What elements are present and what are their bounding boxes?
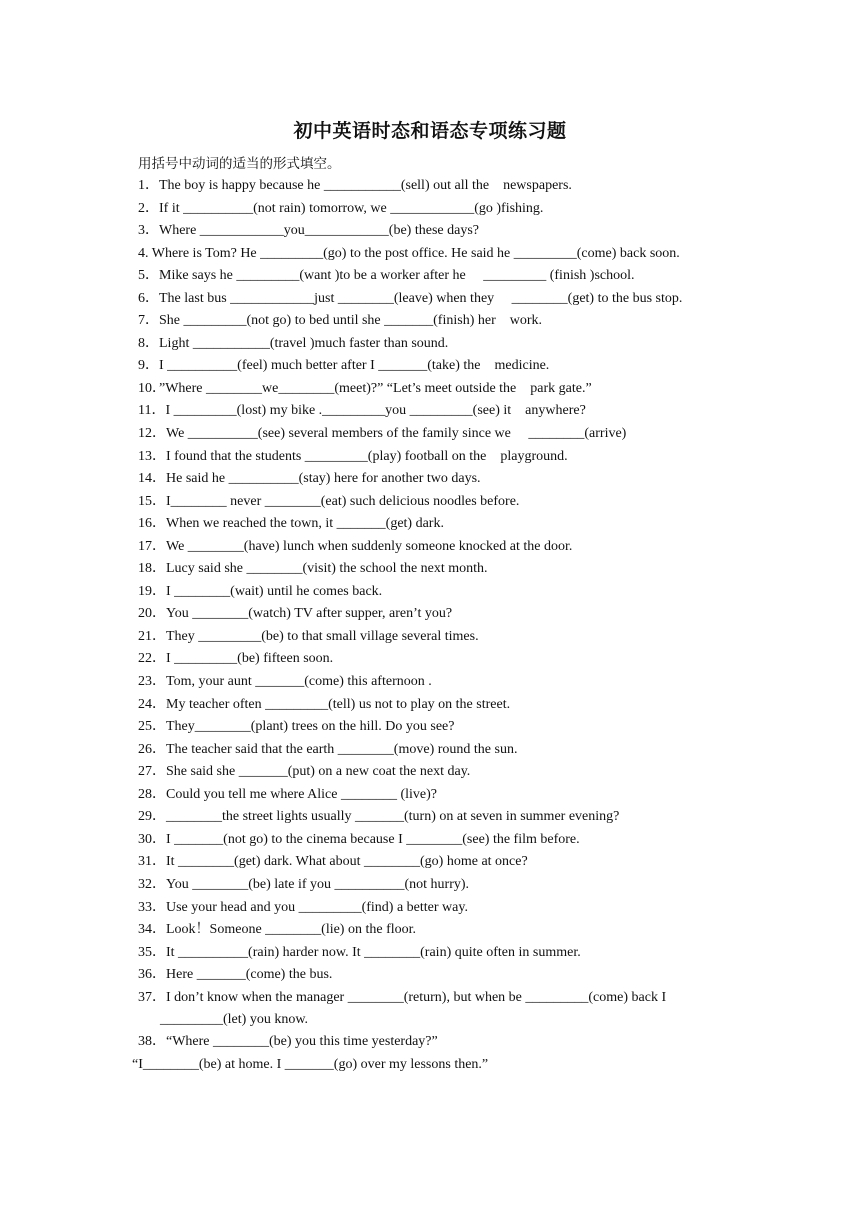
exercise-item: 11．I _________(lost) my bike ._________you _________(see) it anywhere? [138,403,586,419]
exercise-item: 24．My teacher often _________(tell) us not to play on the street. [138,696,511,712]
exercise-item: 35．It __________(rain) harder now. It ________(rain) quite often in summer. [138,944,581,960]
exercise-item: 20．You ________(watch) TV after supper, aren’t you? [138,606,453,622]
exercise-item: 36．Here _______(come) the bus. [138,967,333,983]
exercise-item: 14．He said he __________(stay) here for another two days. [138,471,481,487]
exercise-item: 12．We __________(see) several members of the family since we ________(arrive) [138,426,627,442]
exercise-item: 9．I __________(feel) much better after I _______(take) the medicine. [138,358,550,374]
exercise-item: 16．When we reached the town, it _______(get) dark. [138,516,444,532]
exercise-item: 34．Look！Someone ________(lie) on the floor. [138,922,417,938]
exercise-item: 23．Tom, your aunt _______(come) this afternoon . [138,674,432,690]
exercise-item: 19．I ________(wait) until he comes back. [138,583,383,599]
exercise-item: 31．It ________(get) dark. What about ________(go) home at once? [138,854,528,870]
exercise-item: 25．They________(plant) trees on the hill. Do you see? [138,719,455,735]
page-title: 初中英语时态和语态专项练习题 [293,120,567,142]
exercise-item: 6．The last bus ____________just ________(leave) when they ________(get) to the bus stop. [138,290,683,306]
exercise-item: 13．I found that the students _________(play) football on the playground. [138,448,568,464]
exercise-item: 27．She said she _______(put) on a new coat the next day. [138,764,471,780]
exercise-item: 30．I _______(not go) to the cinema because I ________(see) the film before. [138,831,580,847]
exercise-item: 15．I________ never ________(eat) such delicious noodles before. [138,493,520,509]
exercise-item: 38．“Where ________(be) you this time yesterday?” [138,1034,438,1050]
exercise-item: 18．Lucy said she ________(visit) the school the next month. [138,561,488,577]
exercise-item: 33．Use your head and you _________(find) a better way. [138,899,468,915]
exercise-item: 21．They _________(be) to that small village several times. [138,628,479,644]
exercise-item: 22．I _________(be) fifteen soon. [138,651,334,667]
exercise-item: 4. Where is Tom? He _________(go) to the post office. He said he _________(come) back soon. [138,245,680,261]
instruction-text: 用括号中动词的适当的形式填空。 [138,156,341,172]
exercise-item: 32．You ________(be) late if you __________(not hurry). [138,876,470,892]
exercise-item: 5．Mike says he _________(want )to be a worker after he _________ (finish )school. [138,268,635,284]
exercise-item: 8．Light ___________(travel )much faster than sound. [138,335,449,351]
exercise-item: 3．Where ____________you____________(be) these days? [138,223,479,239]
exercise-item: 28．Could you tell me where Alice ________ (live)? [138,786,437,802]
exercise-item: 2．If it __________(not rain) tomorrow, we ____________(go )fishing. [138,200,544,216]
exercise-item-continuation: _________(let) you know. [160,1012,309,1028]
exercise-list [132,176,758,1077]
exercise-item-reply: “I________(be) at home. I _______(go) over my lessons then.” [132,1056,489,1072]
exercise-item: 29．________the street lights usually _______(turn) on at seven in summer evening? [138,809,620,825]
exercise-item: 10．”Where ________we________(meet)?” “Let’s meet outside the park gate.” [138,380,592,396]
exercise-item: 26．The teacher said that the earth ________(move) round the sun. [138,741,518,757]
exercise-item: 1．The boy is happy because he ___________(sell) out all the newspapers. [138,178,572,193]
exercise-item: 37．I don’t know when the manager ________(return), but when be _________(come) back I [138,989,667,1005]
exercise-item: 17．We ________(have) lunch when suddenly someone knocked at the door. [138,538,573,554]
exercise-item: 7．She _________(not go) to bed until she _______(finish) her work. [138,313,543,329]
